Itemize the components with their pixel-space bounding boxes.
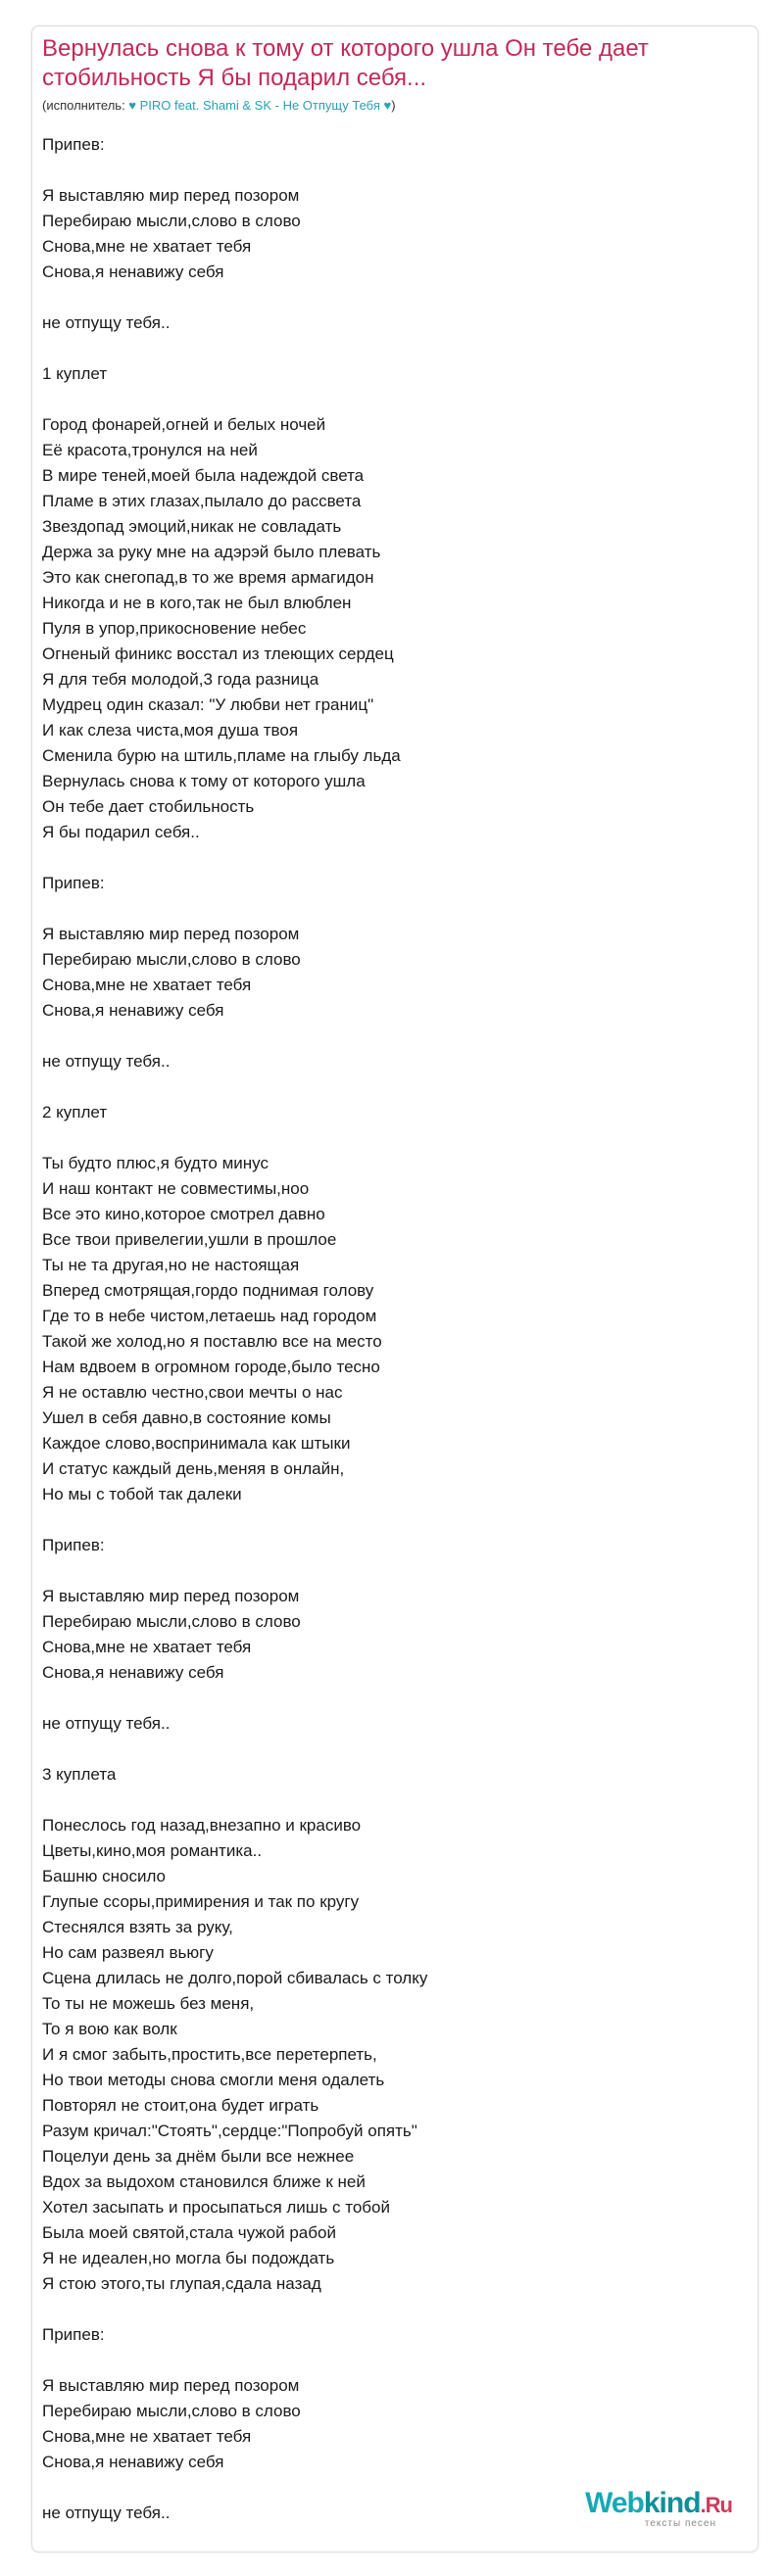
lyric-blank-line	[42, 1558, 748, 1584]
lyric-blank-line	[42, 1125, 748, 1151]
lyric-line: не отпущу тебя..	[42, 313, 171, 332]
lyric-line: 1 куплет	[42, 364, 108, 383]
lyric-line: Снова,мне не хватает тебя	[42, 1638, 252, 1656]
lyric-blank-line	[42, 1686, 748, 1711]
lyric-line: Снова,мне не хватает тебя	[42, 2427, 252, 2446]
lyric-blank-line	[42, 2348, 748, 2373]
lyric-line: Перебираю мысли,слово в слово	[42, 212, 301, 230]
lyric-line: Перебираю мысли,слово в слово	[42, 950, 301, 969]
lyric-line: Хотел засыпать и просыпаться лишь с тобой	[42, 2198, 390, 2217]
lyric-blank-line	[42, 845, 748, 871]
lyric-line: Такой же холод,но я поставлю все на место	[42, 1332, 382, 1351]
lyric-blank-line	[42, 1024, 748, 1049]
lyric-line: То ты не можешь без меня,	[42, 1994, 255, 2013]
logo-subtitle: тексты песен	[644, 2518, 716, 2529]
lyric-line: Все твои привелегии,ушли в прошлое	[42, 1230, 337, 1249]
lyric-line: Перебираю мысли,слово в слово	[42, 2402, 301, 2420]
lyric-line: Я выставляю мир перед позором	[42, 1587, 300, 1605]
lyric-line: Снова,я ненавижу себя	[42, 262, 224, 281]
lyric-line: Снова,я ненавижу себя	[42, 2453, 224, 2471]
lyric-line: Я не идеален,но могла бы подождать	[42, 2249, 335, 2267]
lyric-line: Я для тебя молодой,3 года разница	[42, 670, 319, 689]
lyric-line: Вперед смотрящая,гордо поднимая голову	[42, 1281, 374, 1300]
lyric-line: То я вою как волк	[42, 2020, 177, 2038]
lyric-line: Город фонарей,огней и белых ночей	[42, 415, 326, 434]
lyric-line: Припев:	[42, 135, 105, 154]
lyric-line: Вернулась снова к тому от которого ушла	[42, 772, 366, 790]
lyric-line: Сцена длилась не долго,порой сбивалась с толку	[42, 1969, 428, 1987]
lyric-line: Поцелуи день за днём были все нежнее	[42, 2147, 355, 2166]
lyric-line: Никогда и не в кого,так не был влюблен	[42, 594, 352, 612]
artist-prefix: (исполнитель:	[42, 98, 129, 113]
lyric-line: Была моей святой,стала чужой рабой	[42, 2223, 336, 2242]
lyric-line: 2 куплет	[42, 1103, 108, 1121]
lyric-line: Башню сносило	[42, 1867, 167, 1885]
lyric-line: не отпущу тебя..	[42, 2504, 171, 2522]
lyric-line: Нам вдвоем в огромном городе,было тесно	[42, 1358, 380, 1376]
heart-icon: ♥	[383, 98, 392, 113]
lyric-line: Я выставляю мир перед позором	[42, 925, 300, 943]
lyric-line: Все это кино,которое смотрел давно	[42, 1205, 325, 1223]
lyric-line: Припев:	[42, 2325, 105, 2344]
lyric-line: 3 куплета	[42, 1765, 117, 1784]
lyric-line: Держа за руку мне на адэрэй было плевать	[42, 543, 381, 561]
lyric-blank-line	[42, 336, 748, 361]
lyric-blank-line	[42, 896, 748, 922]
lyric-line: не отпущу тебя..	[42, 1714, 171, 1733]
lyric-line: Пуля в упор,прикосновение небес	[42, 619, 307, 638]
lyric-line: Я выставляю мир перед позором	[42, 2376, 300, 2395]
lyric-line: Но твои методы снова смогли меня одалеть	[42, 2071, 385, 2089]
lyric-line: Но мы с тобой так далеки	[42, 1485, 242, 1503]
lyric-blank-line	[42, 158, 748, 183]
lyric-blank-line	[42, 285, 748, 310]
lyric-line: Ты будто плюс,я будто минус	[42, 1154, 269, 1172]
lyric-line: Цветы,кино,моя романтика..	[42, 1841, 263, 1860]
lyric-blank-line	[42, 2297, 748, 2322]
lyric-line: не отпущу тебя..	[42, 1052, 171, 1071]
lyric-line: Мудрец один сказал: "У любви нет границ"	[42, 695, 374, 714]
lyric-line: И статус каждый день,меняя в онлайн,	[42, 1459, 345, 1478]
lyric-blank-line	[42, 1737, 748, 1762]
lyric-line: Глупые ссоры,примирения и так по кругу	[42, 1892, 360, 1911]
lyric-line: Её красота,тронулся на ней	[42, 441, 258, 459]
lyric-blank-line	[42, 1507, 748, 1533]
logo-kind: kind	[643, 2487, 701, 2519]
heart-icon: ♥	[128, 98, 137, 113]
lyric-line: Ушел в себя давно,в состояние комы	[42, 1408, 331, 1427]
lyric-line: Где то в небе чистом,летаешь над городом	[42, 1307, 377, 1325]
lyric-blank-line	[42, 1074, 748, 1100]
lyric-line: И наш контакт не совместимы,ноо	[42, 1179, 310, 1198]
artist-link[interactable]: PIRO feat. Shami & SK - Не Отпущу Тебя	[139, 98, 380, 113]
lyric-line: Я стою этого,ты глупая,сдала назад	[42, 2274, 321, 2293]
lyric-line: Огненый финикс восстал из тлеющих сердец	[42, 644, 394, 663]
lyric-line: Понеслось год назад,внезапно и красиво	[42, 1816, 362, 1835]
lyric-line: Стеснялся взять за руку,	[42, 1918, 233, 1936]
lyrics-page	[31, 25, 759, 2552]
lyric-line: Но сам развеял вьюгу	[42, 1943, 214, 1962]
lyrics-text	[42, 132, 748, 2526]
page-title: Вернулась снова к тому от которого ушла Он тебе дает стобильность Я бы подарил себя...	[42, 35, 649, 91]
lyric-line: И как слеза чиста,моя душа твоя	[42, 721, 299, 739]
lyric-line: Снова,мне не хватает тебя	[42, 237, 252, 256]
lyric-line: Я выставляю мир перед позором	[42, 186, 300, 205]
lyric-line: Он тебе дает стобильность	[42, 797, 255, 816]
lyric-line: Звездопад эмоций,никак не совладать	[42, 517, 342, 536]
lyric-line: Я бы подарил себя..	[42, 823, 200, 841]
artist-line	[42, 98, 396, 114]
lyric-blank-line	[42, 387, 748, 412]
artist-suffix: )	[391, 98, 396, 113]
lyric-line: Перебираю мысли,слово в слово	[42, 1612, 301, 1631]
lyric-line: Пламе в этих глазах,пылало до рассвета	[42, 492, 362, 510]
lyric-line: Припев:	[42, 1536, 105, 1554]
lyric-line: Это как снегопад,в то же время армагидон	[42, 568, 374, 587]
webkind-logo[interactable]	[546, 2487, 732, 2530]
lyric-line: Снова,мне не хватает тебя	[42, 976, 252, 994]
lyric-line: Сменила бурю на штиль,пламе на глыбу льда	[42, 746, 401, 765]
lyric-line: Повторял не стоит,она будет играть	[42, 2096, 319, 2115]
lyric-line: Снова,я ненавижу себя	[42, 1663, 224, 1682]
lyric-line: В мире теней,моей была надеждой света	[42, 466, 365, 485]
lyric-line: Разум кричал:"Стоять",сердце:"Попробуй опять"	[42, 2122, 417, 2140]
lyric-line: Припев:	[42, 874, 105, 892]
lyric-line: Ты не та другая,но не настоящая	[42, 1256, 300, 1274]
lyric-line: Снова,я ненавижу себя	[42, 1001, 224, 1020]
lyric-blank-line	[42, 1788, 748, 1813]
logo-wordmark	[585, 2487, 732, 2522]
logo-web: Web	[585, 2487, 644, 2519]
lyric-line: Я не оставлю честно,свои мечты о нас	[42, 1383, 343, 1402]
lyric-line: Вдох за выдохом становился ближе к ней	[42, 2172, 366, 2191]
lyric-line: И я смог забыть,простить,все перетерпеть,	[42, 2045, 377, 2064]
lyric-line: Каждое слово,воспринимала как штыки	[42, 1434, 351, 1453]
logo-ru: .Ru	[700, 2493, 732, 2517]
